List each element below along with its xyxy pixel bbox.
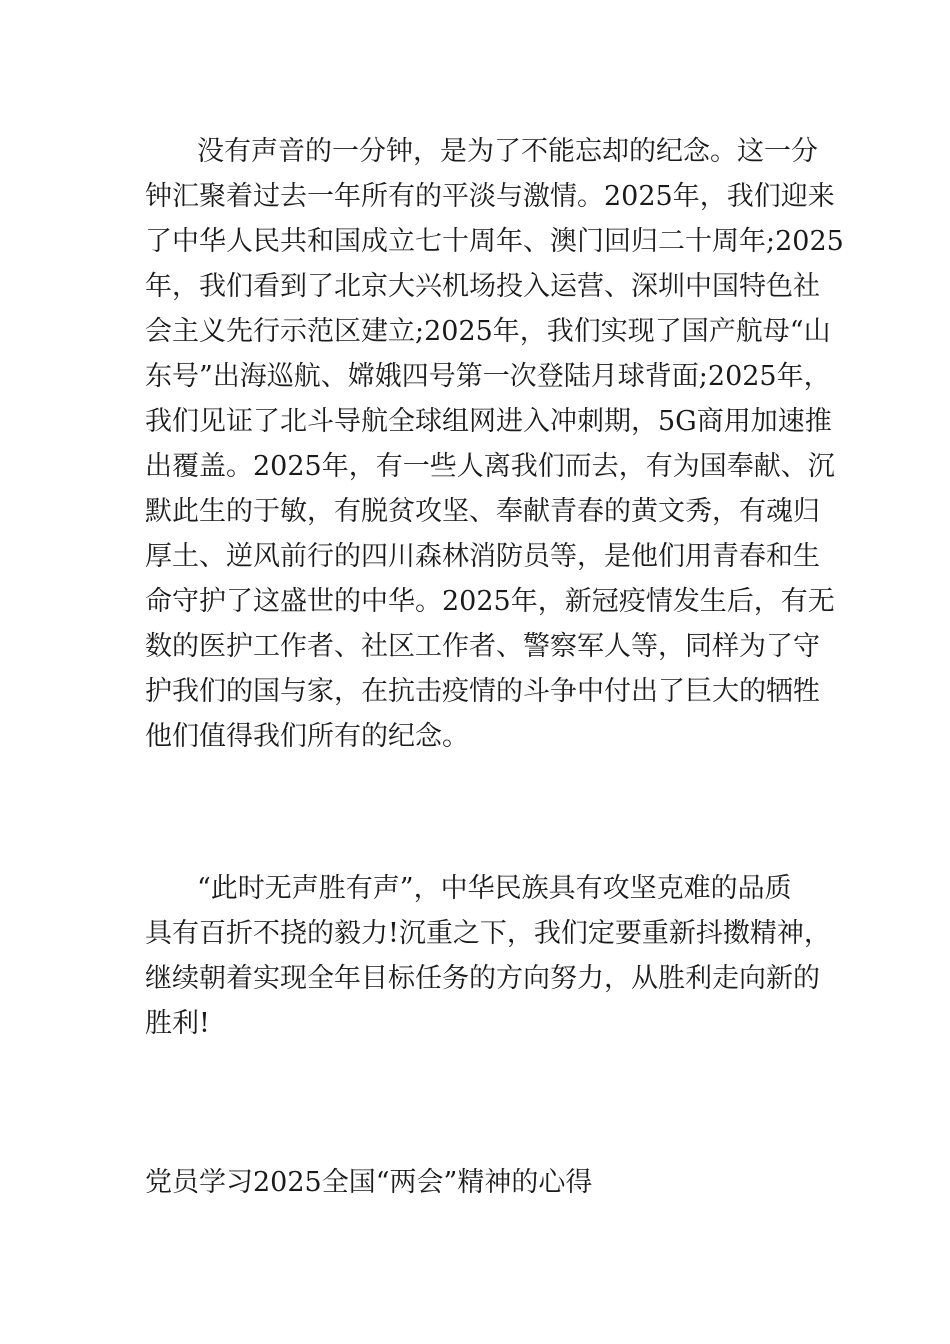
paragraph-line: 会主义先行示范区建立;2025年，我们实现了国产航母“山	[145, 316, 831, 347]
paragraph-line: 厚土、逆风前行的四川森林消防员等，是他们用青春和生	[145, 541, 820, 572]
paragraph-line: 数的医护工作者、社区工作者、警察军人等，同样为了守	[145, 631, 820, 662]
paragraph-line: “此时无声胜有声”，中华民族具有攻坚克难的品质	[197, 873, 792, 904]
paragraph-line: 年，我们看到了北京大兴机场投入运营、深圳中国特色社	[145, 271, 820, 302]
paragraph-line: 护我们的国与家，在抗击疫情的斗争中付出了巨大的牺牲	[145, 676, 820, 707]
paragraph-line: 出覆盖。2025年，有一些人离我们而去，有为国奉献、沉	[145, 451, 835, 482]
paragraph-line: 他们值得我们所有的纪念。	[145, 721, 469, 752]
paragraph-line: 继续朝着实现全年目标任务的方向努力，从胜利走向新的	[145, 963, 820, 994]
paragraph-line: 没有声音的一分钟，是为了不能忘却的纪念。这一分	[197, 136, 818, 167]
paragraph-line: 命守护了这盛世的中华。2025年，新冠疫情发生后，有无	[145, 586, 835, 617]
paragraph-line: 钟汇聚着过去一年所有的平淡与激情。2025年，我们迎来	[145, 181, 835, 212]
paragraph-line: 东号”出海巡航、嫦娥四号第一次登陆月球背面;2025年，	[145, 361, 831, 392]
paragraph-line: 具有百折不挠的毅力!沉重之下，我们定要重新抖擞精神，	[145, 918, 831, 949]
paragraph-line: 了中华人民共和国成立七十周年、澳门回归二十周年;2025	[145, 226, 844, 257]
paragraph-line: 胜利!	[145, 1008, 210, 1039]
paragraph-line: 默此生的于敏，有脱贫攻坚、奉献青春的黄文秀，有魂归	[145, 496, 820, 527]
section-title: 党员学习2025全国“两会”精神的心得	[145, 1167, 593, 1198]
paragraph-line: 我们见证了北斗导航全球组网进入冲刺期，5G商用加速推	[145, 406, 832, 437]
